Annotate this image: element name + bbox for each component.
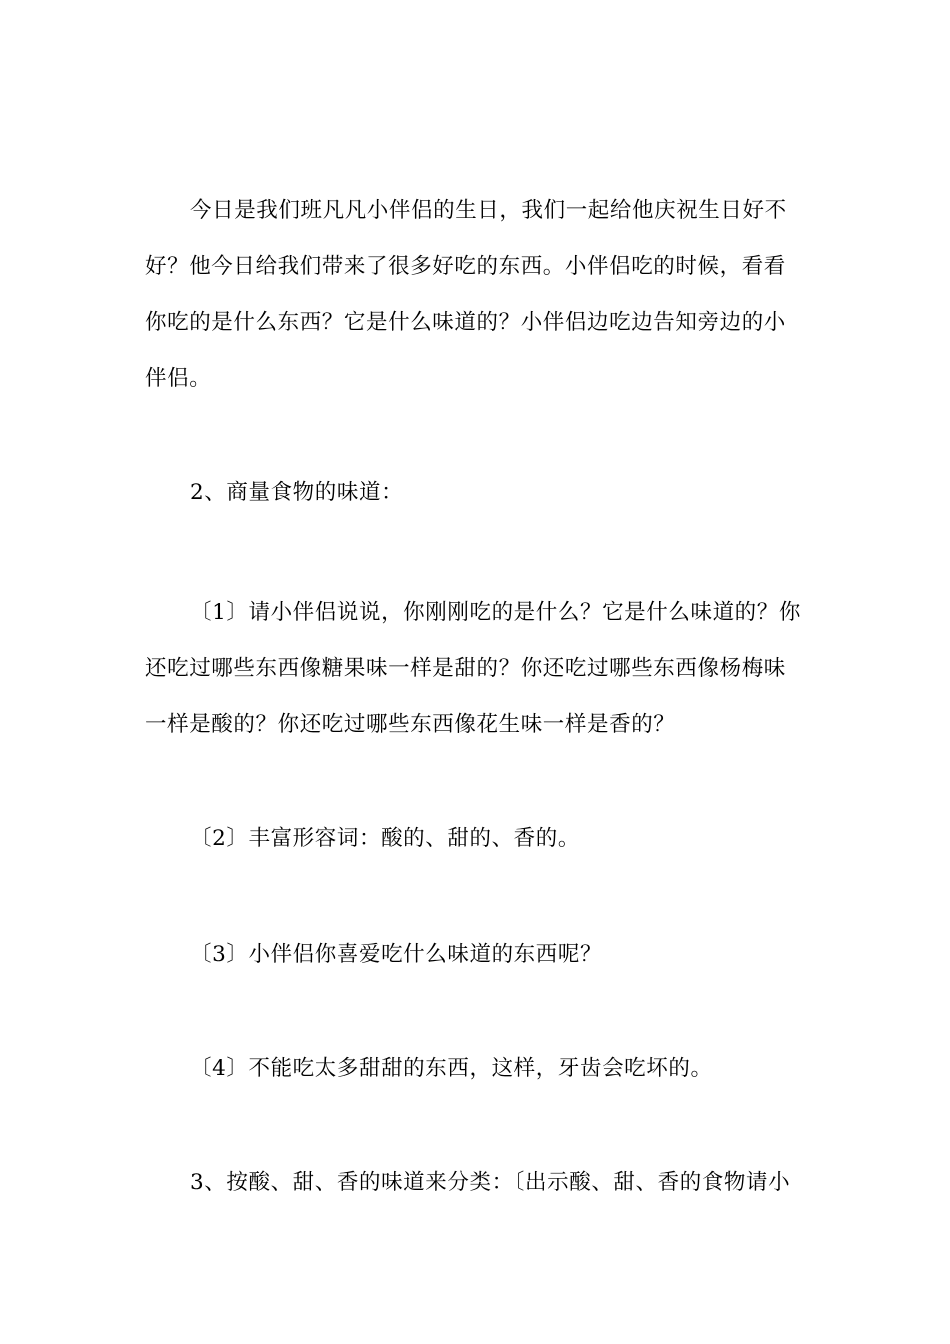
intro-line-1: 今日是我们班凡凡小伴侣的生日，我们一起给他庆祝生日好不 [190,198,787,223]
item-2-4: 〔4〕不能吃太多甜甜的东西，这样，牙齿会吃坏的。 [190,1056,713,1081]
section-2-heading: 2、商量食物的味道： [190,480,404,505]
intro-line-4: 伴侣。 [145,366,212,391]
intro-line-3: 你吃的是什么东西？它是什么味道的？小伴侣边吃边告知旁边的小 [145,310,786,335]
item-2-1-line-3: 一样是酸的？你还吃过哪些东西像花生味一样是香的？ [145,712,676,737]
item-2-3: 〔3〕小伴侣你喜爱吃什么味道的东西呢？ [190,942,603,967]
intro-line-2: 好？他今日给我们带来了很多好吃的东西。小伴侣吃的时候，看看 [145,254,786,279]
section-3-heading: 3、按酸、甜、香的味道来分类：〔出示酸、甜、香的食物请小 [190,1170,791,1195]
item-2-2: 〔2〕丰富形容词：酸的、甜的、香的。 [190,826,580,851]
item-2-1-line-1: 〔1〕请小伴侣说说，你刚刚吃的是什么？它是什么味道的？你 [190,600,801,625]
item-2-1-line-2: 还吃过哪些东西像糖果味一样是甜的？你还吃过哪些东西像杨梅味 [145,656,786,681]
